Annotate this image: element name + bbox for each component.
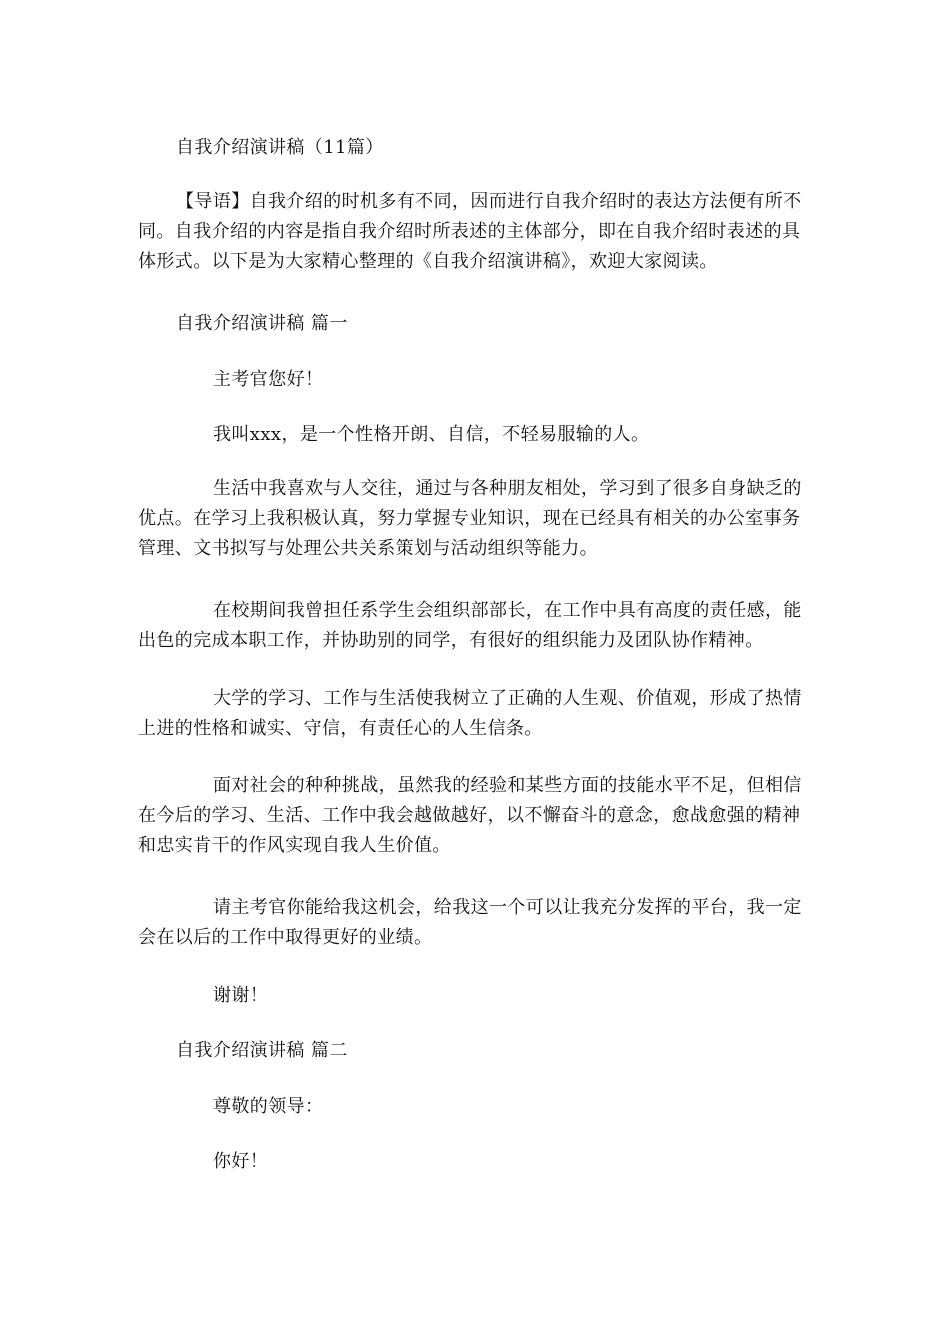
paragraph-request: 请主考官你能给我这机会，给我这一个可以让我充分发挥的平台，我一定会在以后的工作中取得更好的业绩。 <box>138 897 802 948</box>
section-heading-2: 自我介绍演讲稿 篇二 <box>176 1040 348 1061</box>
paragraph-school: 在校期间我曾担任系学生会组织部部长，在工作中具有高度的责任感，能出色的完成本职工作，并协助别的同学，有很好的组织能力及团队协作精神。 <box>138 600 802 651</box>
paragraph-greeting: 主考官您好！ <box>213 369 324 390</box>
paragraph-university: 大学的学习、工作与生活使我树立了正确的人生观、价值观，形成了热情上进的性格和诚实、守信，有责任心的人生信条。 <box>138 688 802 739</box>
document-title: 自我介绍演讲稿（11篇） <box>176 137 384 158</box>
intro-paragraph: 【导语】自我介绍的时机多有不同，因而进行自我介绍时的表达方法便有所不同。自我介绍的内容是指自我介绍时所表述的主体部分，即在自我介绍时表述的具体形式。以下是为大家精心整理的《自我介绍演讲稿》，欢迎大家阅读。 <box>138 191 802 272</box>
paragraph-challenges: 面对社会的种种挑战，虽然我的经验和某些方面的技能水平不足，但相信在今后的学习、生活、工作中我会越做越好，以不懈奋斗的意念，愈战愈强的精神和忠实肯干的作风实现自我人生价值。 <box>138 775 802 856</box>
paragraph-life: 生活中我喜欢与人交往，通过与各种朋友相处，学习到了很多自身缺乏的优点。在学习上我积极认真，努力掌握专业知识，现在已经具有相关的办公室事务管理、文书拟写与处理公共关系策划与活动组织等能力。 <box>138 478 802 559</box>
paragraph-name: 我叫xxx，是一个性格开朗、自信，不轻易服输的人。 <box>213 424 650 445</box>
paragraph-salutation: 尊敬的领导： <box>213 1096 324 1117</box>
section-heading-1: 自我介绍演讲稿 篇一 <box>176 313 348 334</box>
paragraph-hello: 你好！ <box>213 1151 269 1172</box>
paragraph-thanks: 谢谢！ <box>213 985 269 1006</box>
